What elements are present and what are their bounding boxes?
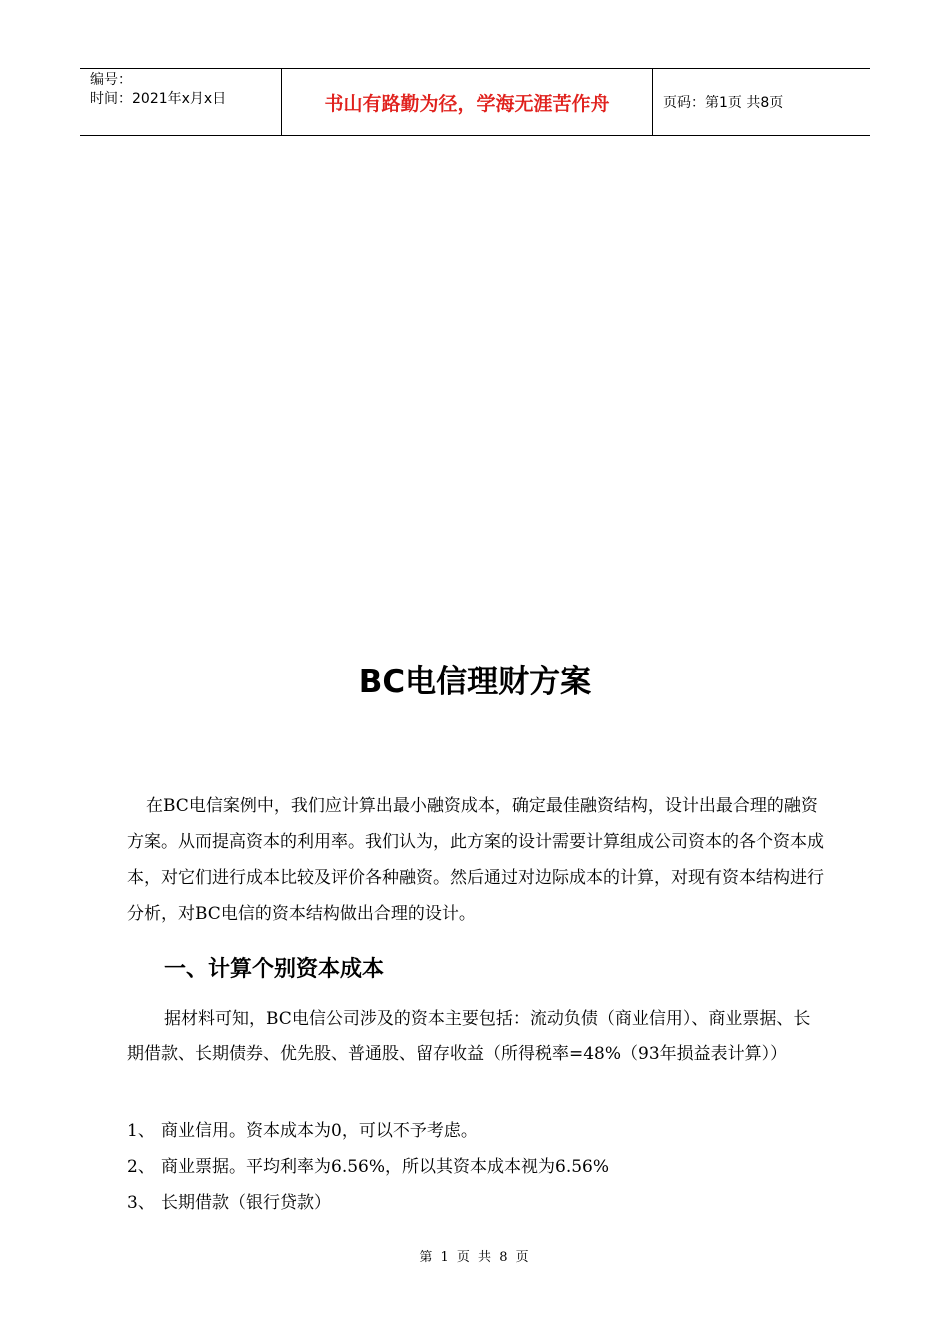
document-number-label: 编号： (90, 72, 132, 88)
document-title: BC电信理财方案 (358, 664, 592, 700)
list-item-number: 3、 (127, 1193, 155, 1213)
list-item-text: 长期借款（银行贷款） (161, 1193, 331, 1213)
list-item-text: 商业票据。平均利率为6.56%，所以其资本成本视为6.56% (161, 1157, 610, 1177)
section-body-paragraph: 据材料可知，BC电信公司涉及的资本主要包括：流动负债（商业信用）、商业票据、长期借款、长期债券、优先股、普通股、留存收益（所得税率=48%（93年损益表计算）） (127, 1009, 811, 1064)
document-date: 时间：2021年x月x日 (90, 91, 227, 107)
list-item (127, 1116, 478, 1146)
page-footer: 第 1 页 共 8 页 (419, 1250, 531, 1265)
list-item-number: 1、 (127, 1121, 155, 1141)
list-item (127, 1152, 609, 1182)
header-table (80, 68, 870, 136)
list-item (127, 1188, 331, 1218)
section-heading: 一、计算个别资本成本 (164, 957, 385, 982)
header-meta (80, 69, 281, 135)
intro-paragraph: 在BC电信案例中，我们应计算出最小融资成本，确定最佳融资结构，设计出最合理的融资方案。从而提高资本的利用率。我们认为，此方案的设计需要计算组成公司资本的各个资本成本，对它们进行成本比较及评价各种融资。然后通过对边际成本的计算，对现有资本结构进行分析，对BC电信的资本结构做出合理的设计。 (127, 796, 824, 924)
list-item-text: 商业信用。资本成本为0，可以不予考虑。 (161, 1121, 478, 1141)
list-item-number: 2、 (127, 1157, 155, 1177)
header-page-info: 页码：第1页 共8页 (663, 95, 784, 111)
header-motto: 书山有路勤为径，学海无涯苦作舟 (281, 69, 653, 135)
